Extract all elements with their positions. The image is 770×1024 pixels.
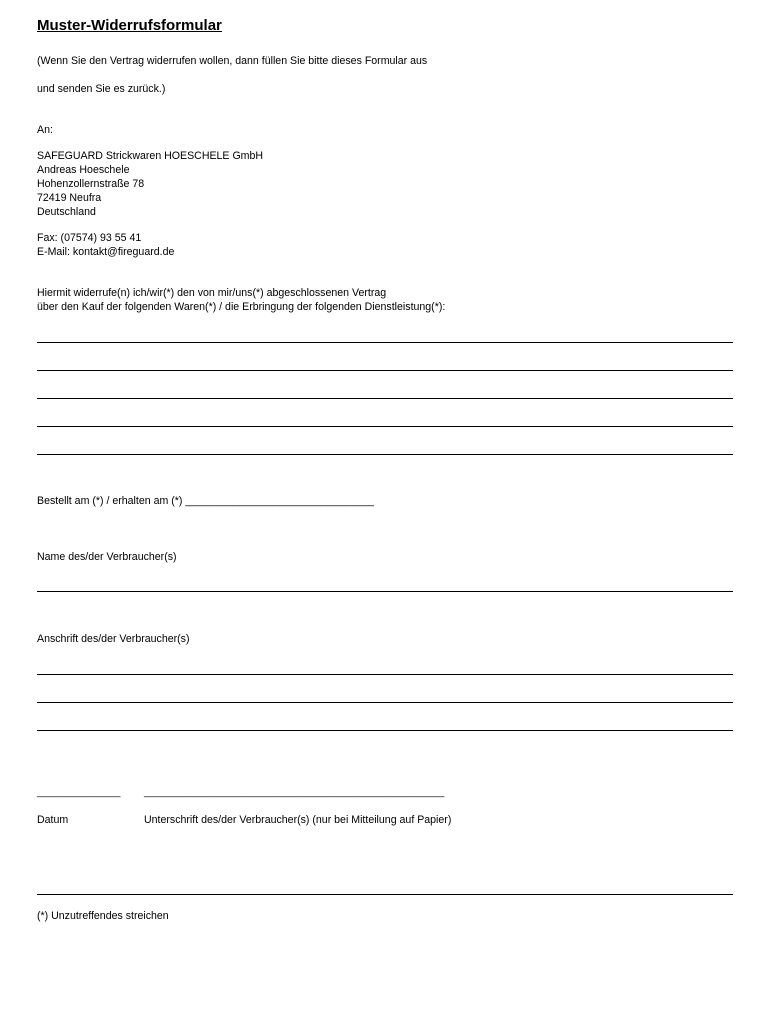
footer-divider bbox=[37, 894, 733, 895]
recipient-label: An: bbox=[37, 124, 53, 136]
goods-line-4[interactable] bbox=[37, 426, 733, 427]
recipient-company: SAFEGUARD Strickwaren HOESCHELE GmbH bbox=[37, 150, 264, 162]
consumer-name-label: Name des/der Verbraucher(s) bbox=[37, 551, 177, 563]
consumer-address-line-1[interactable] bbox=[37, 674, 733, 675]
form-title: Muster-Widerrufsformular bbox=[37, 17, 222, 34]
goods-line-3[interactable] bbox=[37, 398, 733, 399]
consumer-address-line-3[interactable] bbox=[37, 730, 733, 731]
statement-line-1: Hiermit widerrufe(n) ich/wir(*) den von mir/uns(*) abgeschlossenen Vertrag bbox=[37, 287, 387, 299]
recipient-email: E-Mail: kontakt@fireguard.de bbox=[37, 246, 175, 258]
statement-line-2: über den Kauf der folgenden Waren(*) / die Erbringung der folgenden Dienstleistung(*): bbox=[37, 301, 446, 313]
recipient-street: Hohenzollernstraße 78 bbox=[37, 178, 145, 190]
recipient-person: Andreas Hoeschele bbox=[37, 164, 130, 176]
intro-line-2: und senden Sie es zurück.) bbox=[37, 83, 166, 95]
ordered-received-field[interactable]: Bestellt am (*) / erhalten am (*) ________________________________ bbox=[37, 495, 374, 507]
consumer-name-line[interactable] bbox=[37, 591, 733, 592]
signature-blank-line[interactable]: ______________________________________________________ bbox=[144, 787, 445, 798]
date-blank-line[interactable]: _______________ bbox=[37, 787, 121, 798]
consumer-address-label: Anschrift des/der Verbraucher(s) bbox=[37, 633, 190, 645]
goods-line-2[interactable] bbox=[37, 370, 733, 371]
intro-line-1: (Wenn Sie den Vertrag widerrufen wollen, dann füllen Sie bitte dieses Formular aus bbox=[37, 55, 428, 67]
consumer-address-line-2[interactable] bbox=[37, 702, 733, 703]
recipient-city: 72419 Neufra bbox=[37, 192, 102, 204]
recipient-fax: Fax: (07574) 93 55 41 bbox=[37, 232, 142, 244]
goods-line-1[interactable] bbox=[37, 342, 733, 343]
recipient-country: Deutschland bbox=[37, 206, 96, 218]
footnote: (*) Unzutreffendes streichen bbox=[37, 910, 169, 922]
date-label: Datum bbox=[37, 814, 69, 826]
signature-label: Unterschrift des/der Verbraucher(s) (nur bei Mitteilung auf Papier) bbox=[144, 814, 452, 826]
goods-line-5[interactable] bbox=[37, 454, 733, 455]
